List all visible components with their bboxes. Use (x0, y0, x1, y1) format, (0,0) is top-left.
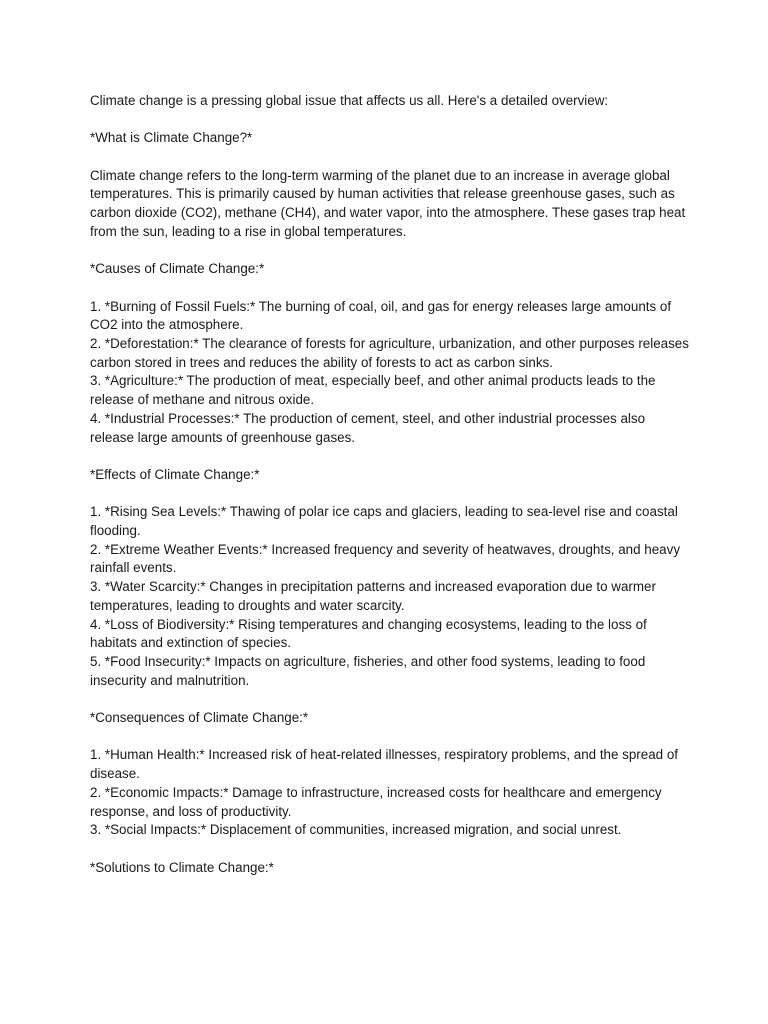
list-item: 1. *Burning of Fossil Fuels:* The burning of coal, oil, and gas for energy releases large amounts of CO2 into the atmosphere. (90, 298, 672, 333)
list-item: 1. *Rising Sea Levels:* Thawing of polar ice caps and glaciers, leading to sea-level rise and coastal flooding. (90, 504, 678, 539)
list-item: 3. *Social Impacts:* Displacement of communities, increased migration, and social unrest. (90, 822, 622, 838)
causes-list (90, 298, 690, 448)
list-item: 2. *Deforestation:* The clearance of forests for agriculture, urbanization, and other purposes releases carbon stored in trees and reduces the ability of forests to act as carbon sinks. (90, 336, 689, 370)
list-item: 1. *Human Health:* Increased risk of heat-related illnesses, respiratory problems, and the spread of disease. (90, 747, 678, 782)
effects-list (90, 503, 690, 690)
list-item: 4. *Loss of Biodiversity:* Rising temperatures and changing ecosystems, leading to the loss of habitats and extinction of species. (90, 616, 647, 651)
list-item: 4. *Industrial Processes:* The production of cement, steel, and other industrial processes also release large amounts of greenhouse gases. (90, 410, 646, 445)
solutions-heading: *Solutions to Climate Change:* (90, 859, 274, 875)
what-heading: *What is Climate Change?* (90, 130, 253, 146)
list-item: 2. *Economic Impacts:* Damage to infrastructure, increased costs for healthcare and emergency response, and loss of productivity. (90, 784, 662, 819)
list-item: 3. *Agriculture:* The production of meat, especially beef, and other animal products leads to the release of methane and nitrous oxide. (90, 373, 656, 408)
document-page (90, 92, 690, 896)
list-item: 3. *Water Scarcity:* Changes in precipitation patterns and increased evaporation due to warmer temperatures, leading to droughts and water scarcity. (90, 579, 656, 613)
what-paragraph: Climate change refers to the long-term warming of the planet due to an increase in average global temperatures. This is primarily caused by human activities that release greenhouse gases, such as carbon dioxide (CO2), methane (CH4), and water vapor, into the atmosphere. These gases trap heat from the sun, leading to a rise in global temperatures. (90, 167, 686, 239)
causes-heading: *Causes of Climate Change:* (90, 261, 265, 277)
consequences-list (90, 746, 690, 840)
consequences-heading: *Consequences of Climate Change:* (90, 710, 309, 726)
intro-paragraph: Climate change is a pressing global issue that affects us all. Here's a detailed overview: (90, 93, 609, 108)
list-item: 5. *Food Insecurity:* Impacts on agriculture, fisheries, and other food systems, leading to food insecurity and malnutrition. (90, 654, 646, 688)
effects-heading: *Effects of Climate Change:* (90, 466, 260, 482)
list-item: 2. *Extreme Weather Events:* Increased frequency and severity of heatwaves, droughts, and heavy rainfall events. (90, 541, 681, 576)
